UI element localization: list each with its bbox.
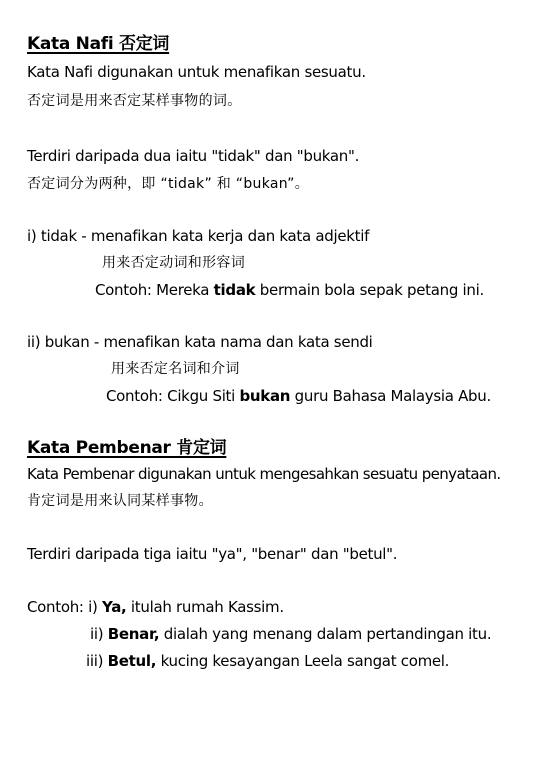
- kata-nafi-description-zh: 否定词是用来否定某样事物的词。: [27, 93, 242, 109]
- bukan-example-prefix: Contoh: Cikgu Siti: [106, 387, 240, 405]
- pembenar-example-2: [90, 627, 491, 642]
- pembenar-example-2-suffix: dialah yang menang dalam pertandingan itu.: [159, 625, 492, 643]
- pembenar-example-1-suffix: itulah rumah Kassim.: [126, 598, 284, 616]
- kata-pembenar-description-zh: 肯定词是用来认同某样事物。: [27, 493, 213, 509]
- pembenar-example-1: [27, 600, 284, 615]
- bukan-example: [106, 389, 491, 404]
- pembenar-example-3: [86, 654, 449, 669]
- tidak-rule-zh: 用来否定动词和形容词: [102, 255, 245, 271]
- kata-nafi-heading: Kata Nafi 否定词: [27, 34, 170, 54]
- bukan-example-suffix: guru Bahasa Malaysia Abu.: [290, 387, 491, 405]
- bukan-rule: ii) bukan - menafikan kata nama dan kata sendi: [27, 333, 373, 351]
- tidak-example-keyword: tidak: [213, 281, 256, 299]
- kata-pembenar-description: Kata Pembenar digunakan untuk mengesahkan sesuatu penyataan.: [27, 465, 501, 483]
- pembenar-example-3-suffix: kucing kesayangan Leela sangat comel.: [156, 652, 450, 670]
- pembenar-example-3-keyword: Betul,: [107, 652, 157, 670]
- pembenar-example-1-prefix: Contoh: i): [27, 598, 103, 616]
- kata-nafi-types-zh: 否定词分为两种，即 “tidak” 和 “bukan”。: [27, 176, 310, 192]
- kata-pembenar-types: Terdiri daripada tiga iaitu "ya", "benar" dan "betul".: [27, 545, 398, 563]
- tidak-example-suffix: bermain bola sepak petang ini.: [255, 281, 484, 299]
- pembenar-example-2-prefix: ii): [90, 625, 108, 643]
- pembenar-example-2-keyword: Benar,: [107, 625, 160, 643]
- tidak-rule: i) tidak - menafikan kata kerja dan kata adjektif: [27, 227, 370, 245]
- pembenar-example-3-prefix: iii): [86, 652, 108, 670]
- pembenar-example-1-keyword: Ya,: [102, 598, 127, 616]
- bukan-example-keyword: bukan: [239, 387, 291, 405]
- kata-pembenar-heading: Kata Pembenar 肯定词: [27, 438, 227, 458]
- kata-nafi-types: Terdiri daripada dua iaitu "tidak" dan "bukan".: [27, 147, 360, 165]
- tidak-example: [95, 283, 484, 298]
- bukan-rule-zh: 用来否定名词和介词: [111, 361, 240, 377]
- kata-nafi-description: Kata Nafi digunakan untuk menafikan sesuatu.: [27, 63, 366, 81]
- tidak-example-prefix: Contoh: Mereka: [95, 281, 214, 299]
